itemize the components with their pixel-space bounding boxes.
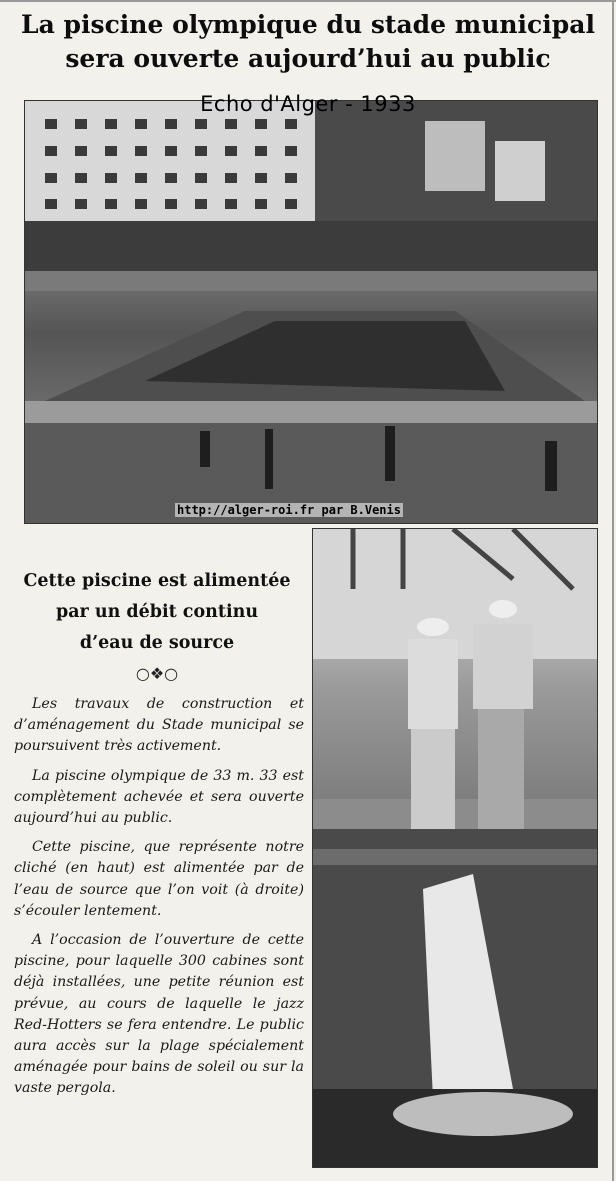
article-body: [14, 694, 304, 1108]
subheadline-line-3: d’eau de source: [79, 633, 235, 653]
pool-photo: [24, 100, 598, 524]
headline-line-1: La piscine olympique du stade municipal: [21, 10, 595, 39]
paragraph: Les travaux de construction et d’aménagement du Stade municipal se poursuivent très activement.: [14, 696, 304, 755]
ornament-divider: ○❖○: [135, 664, 179, 683]
paragraph: La piscine olympique de 33 m. 33 est complètement achevée et sera ouverte aujourd’hui au public.: [14, 767, 304, 827]
source-watermark: Echo d'Alger - 1933: [200, 92, 416, 116]
subheadline-line-1: Cette piscine est alimentée: [23, 571, 291, 591]
paragraph: Cette piscine, que représente notre cliché (en haut) est alimentée par de l’eau de source que l’on voit (à droite) s’écouler lentement.: [14, 839, 304, 919]
headline: [6, 8, 610, 76]
headline-line-2: sera ouverte aujourd’hui au public: [65, 44, 551, 73]
credit-link[interactable]: http://alger-roi.fr par B.Venis: [177, 503, 401, 517]
paragraph: A l’occasion de l’ouverture de cette piscine, pour laquelle 300 cabines sont déjà installées, une petite réunion est prévue, au cours de laquelle le jazz Red-Hotters se fera entendre. Le public aura accès sur la plage spécialement aménagée pour bains de soleil ou sur la vaste pergola.: [14, 932, 304, 1097]
right-border: [612, 0, 614, 1181]
subheadline: [14, 566, 300, 659]
top-border: [0, 0, 616, 2]
spring-water-photo: [312, 528, 598, 1168]
pool-photo-illustration: [25, 101, 597, 523]
spring-water-photo-illustration: [313, 529, 597, 1167]
subheadline-line-2: par un débit continu: [55, 602, 259, 622]
